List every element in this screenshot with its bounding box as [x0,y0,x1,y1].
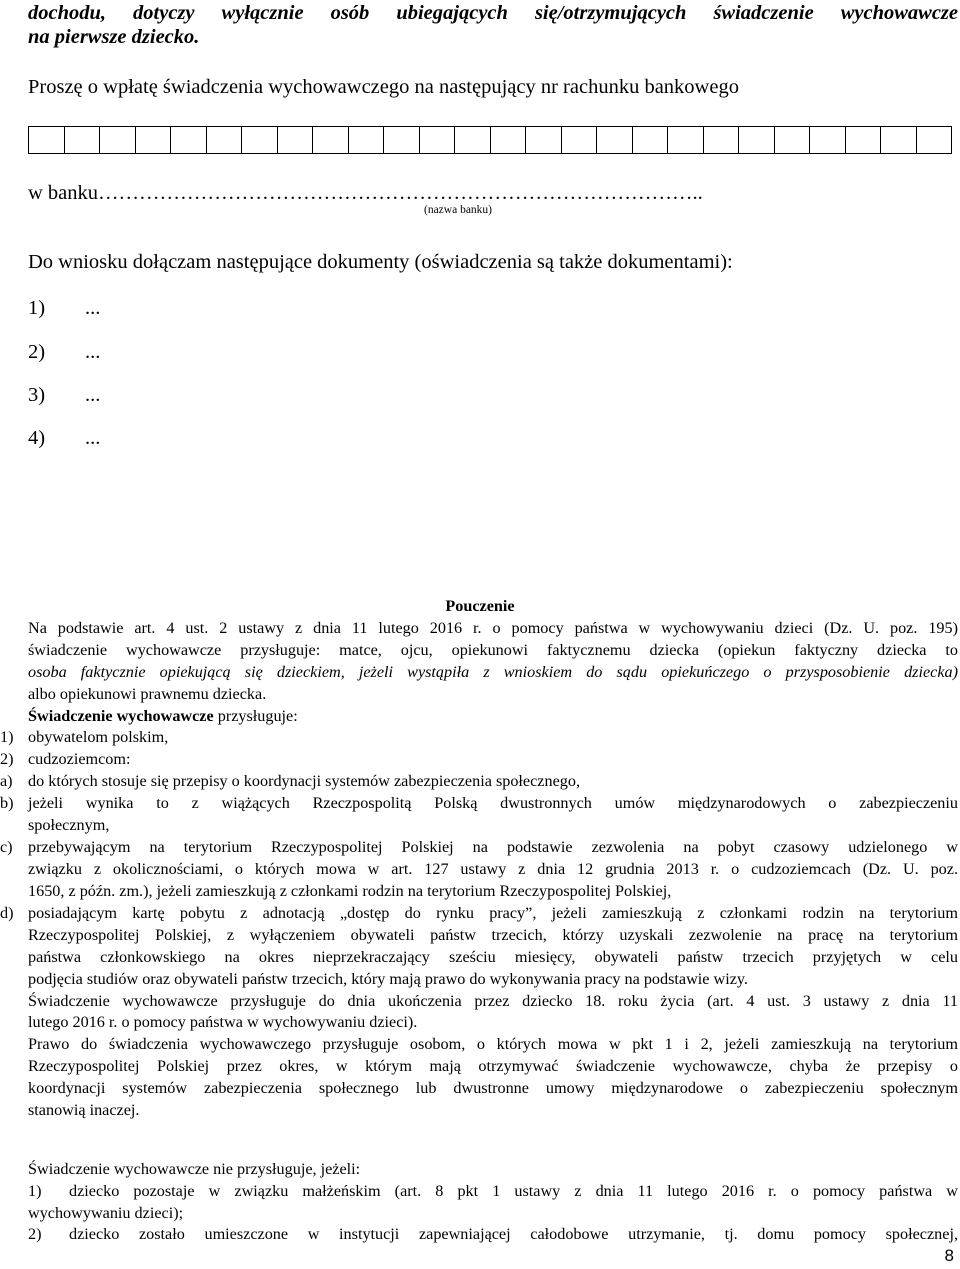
sub-item-text: do których stosuje się przepisy o koordynacji systemów zabezpieczenia społecznego, [28,772,580,790]
notice-p1-line: Na podstawie art. 4 ust. 2 ustawy z dnia 11 lutego 2016 r. o pomocy państwa w wychowywaniu dzieci (Dz. U. poz. 195) [28,619,958,637]
eligible-heading-bold: Świadczenie wychowawcze [28,707,214,725]
age-limit-line: lutego 2016 r. o pomocy państwa w wychowywaniu dzieci). [28,1013,418,1031]
sub-item-text: posiadającym kartę pobytu z adnotacją „dostęp do rynku pracy”, jeżeli zamieszkują z członkami rodzin na terytorium [28,904,958,922]
sub-item-text: związku z okolicznościami, o których mowa w art. 127 ustawy z dnia 12 grudnia 2013 r. o cudzoziemcach (Dz. U. poz. [28,860,958,878]
sub-item-text: społecznym, [28,816,110,834]
list-item-text: cudzoziemcom: [28,750,131,768]
list-item-number: 2) [28,341,46,363]
sub-item-number: d) [0,904,14,922]
bank-account-number-field[interactable] [28,126,952,154]
account-digit-cell[interactable] [349,126,385,154]
eligible-heading [28,706,298,728]
list-item-text: ... [85,341,101,363]
residence-rule-line: stanowią inaczej. [28,1101,140,1119]
notice-title: Pouczenie [445,597,515,615]
account-digit-cell[interactable] [917,126,953,154]
list-item-text: ... [85,384,101,406]
bank-name-caption: (nazwa banku) [424,204,493,216]
intro-line-2: na pierwsze dziecko. [28,26,200,48]
sub-item-text: 1650, z późn. zm.), jeżeli zamieszkują z członkami rodzin na terytorium Rzeczypospolitej Polskiej, [28,882,672,900]
list-item-number: 2) [0,750,14,768]
list-item [0,749,131,771]
sub-item-text: Rzeczypospolitej Polskiej, z wyłączeniem obywateli państw trzecich, którzy uzyskali zezwolenie na pracę na terytorium [28,926,958,944]
eligible-heading-rest: przysługuje: [213,707,298,725]
account-digit-cell[interactable] [810,126,846,154]
account-digit-cell[interactable] [420,126,456,154]
list-item[interactable] [28,383,101,407]
account-digit-cell[interactable] [739,126,775,154]
sub-item-text: przebywającym na terytorium Rzeczypospolitej Polskiej na podstawie zezwolenia na pobyt czasowy udzielonego w [28,838,958,856]
account-digit-cell[interactable] [313,126,349,154]
list-item-text: wychowywaniu dzieci); [28,1204,184,1222]
account-digit-cell[interactable] [455,126,491,154]
list-item-number: 2) [28,1225,42,1243]
account-digit-cell[interactable] [704,126,740,154]
account-digit-cell[interactable] [29,126,65,154]
account-digit-cell[interactable] [846,126,882,154]
list-item-text: obywatelom polskim, [28,728,169,746]
notice-p1-line: osoba faktycznie opiekującą się dzieckiem, jeżeli wystąpiła z wnioskiem do sądu opiekuńczego o przysposobienie dziecka) [28,663,958,681]
intro-line-1: dochodu, dotyczy wyłącznie osób ubiegających się/otrzymujących świadczenie wychowawcze [28,2,958,24]
account-digit-cell[interactable] [881,126,917,154]
notice-p1-line: albo opiekunowi prawnemu dziecka. [28,685,267,703]
list-item[interactable] [28,426,101,450]
sub-item-text: jeżeli wynika to z wiążących Rzeczpospolitą Polską dwustronnych umów międzynarodowych o zabezpieczeniu [28,794,958,812]
page-number: 8 [944,1246,954,1265]
sub-item-number: a) [0,772,13,790]
residence-rule-line: koordynacji systemów zabezpieczenia społecznego lub dwustronne umowy międzynarodowe o zabezpieczeniu społecznym [28,1079,958,1097]
list-item-text: dziecko pozostaje w związku małżeńskim (art. 8 pkt 1 ustawy z dnia 11 lutego 2016 r. o pomocy państwa w [69,1182,958,1200]
payment-request: Proszę o wpłatę świadczenia wychowawczego na następujący nr rachunku bankowego [28,76,739,98]
account-digit-cell[interactable] [65,126,101,154]
bank-name-line: w banku…………………………………………………………………………….. [28,182,703,204]
exclusions-heading: Świadczenie wychowawcze nie przysługuje, jeżeli: [28,1160,361,1178]
account-digit-cell[interactable] [562,126,598,154]
account-digit-cell[interactable] [597,126,633,154]
list-item [0,727,169,749]
list-item-text: dziecko zostało umieszczone w instytucji zapewniającej całodobowe utrzymanie, tj. domu pomocy społecznej, [69,1225,958,1243]
account-digit-cell[interactable] [171,126,207,154]
list-item[interactable] [28,296,101,320]
account-digit-cell[interactable] [633,126,669,154]
sub-item-number: c) [0,838,13,856]
account-digit-cell[interactable] [491,126,527,154]
list-item-text: ... [85,297,101,319]
residence-rule-line: Prawo do świadczenia wychowawczego przysługuje osobom, o których mowa w pkt 1 i 2, jeżeli zamieszkują na terytorium [28,1035,958,1053]
account-digit-cell[interactable] [136,126,172,154]
sub-item-text: podjęcia studiów oraz obywateli państw trzecich, który mają prawo do wykonywania pracy na podstawie wizy. [28,970,748,988]
account-digit-cell[interactable] [775,126,811,154]
notice-p1-line: świadczenie wychowawcze przysługuje: matce, ojcu, opiekunowi faktycznemu dziecka (opiekun faktyczny dziecka to [28,641,958,659]
attachments-heading: Do wniosku dołączam następujące dokumenty (oświadczenia są także dokumentami): [28,251,733,273]
account-digit-cell[interactable] [384,126,420,154]
account-digit-cell[interactable] [100,126,136,154]
age-limit-line: Świadczenie wychowawcze przysługuje do dnia ukończenia przez dziecko 18. roku życia (art. 4 ust. 3 ustawy z dnia 11 [28,992,958,1010]
account-digit-cell[interactable] [668,126,704,154]
list-item-number: 1) [28,1182,42,1200]
list-item-number: 1) [0,728,14,746]
list-item[interactable] [28,340,101,364]
account-digit-cell[interactable] [242,126,278,154]
account-digit-cell[interactable] [207,126,243,154]
list-item-number: 4) [28,427,46,449]
account-digit-cell[interactable] [278,126,314,154]
account-digit-cell[interactable] [526,126,562,154]
list-item-number: 3) [28,384,46,406]
sub-item-text: państwa członkowskiego na okres nieprzekraczający sześciu miesięcy, obywateli państw trzecich przyjętych w celu [28,948,958,966]
residence-rule-line: Rzeczypospolitej Polskiej przez okres, w którym mają otrzymywać świadczenie wychowawcze, chyba że przepisy o [28,1057,958,1075]
sub-item-number: b) [0,794,14,812]
list-item-text: ... [85,427,101,449]
list-item-number: 1) [28,297,46,319]
